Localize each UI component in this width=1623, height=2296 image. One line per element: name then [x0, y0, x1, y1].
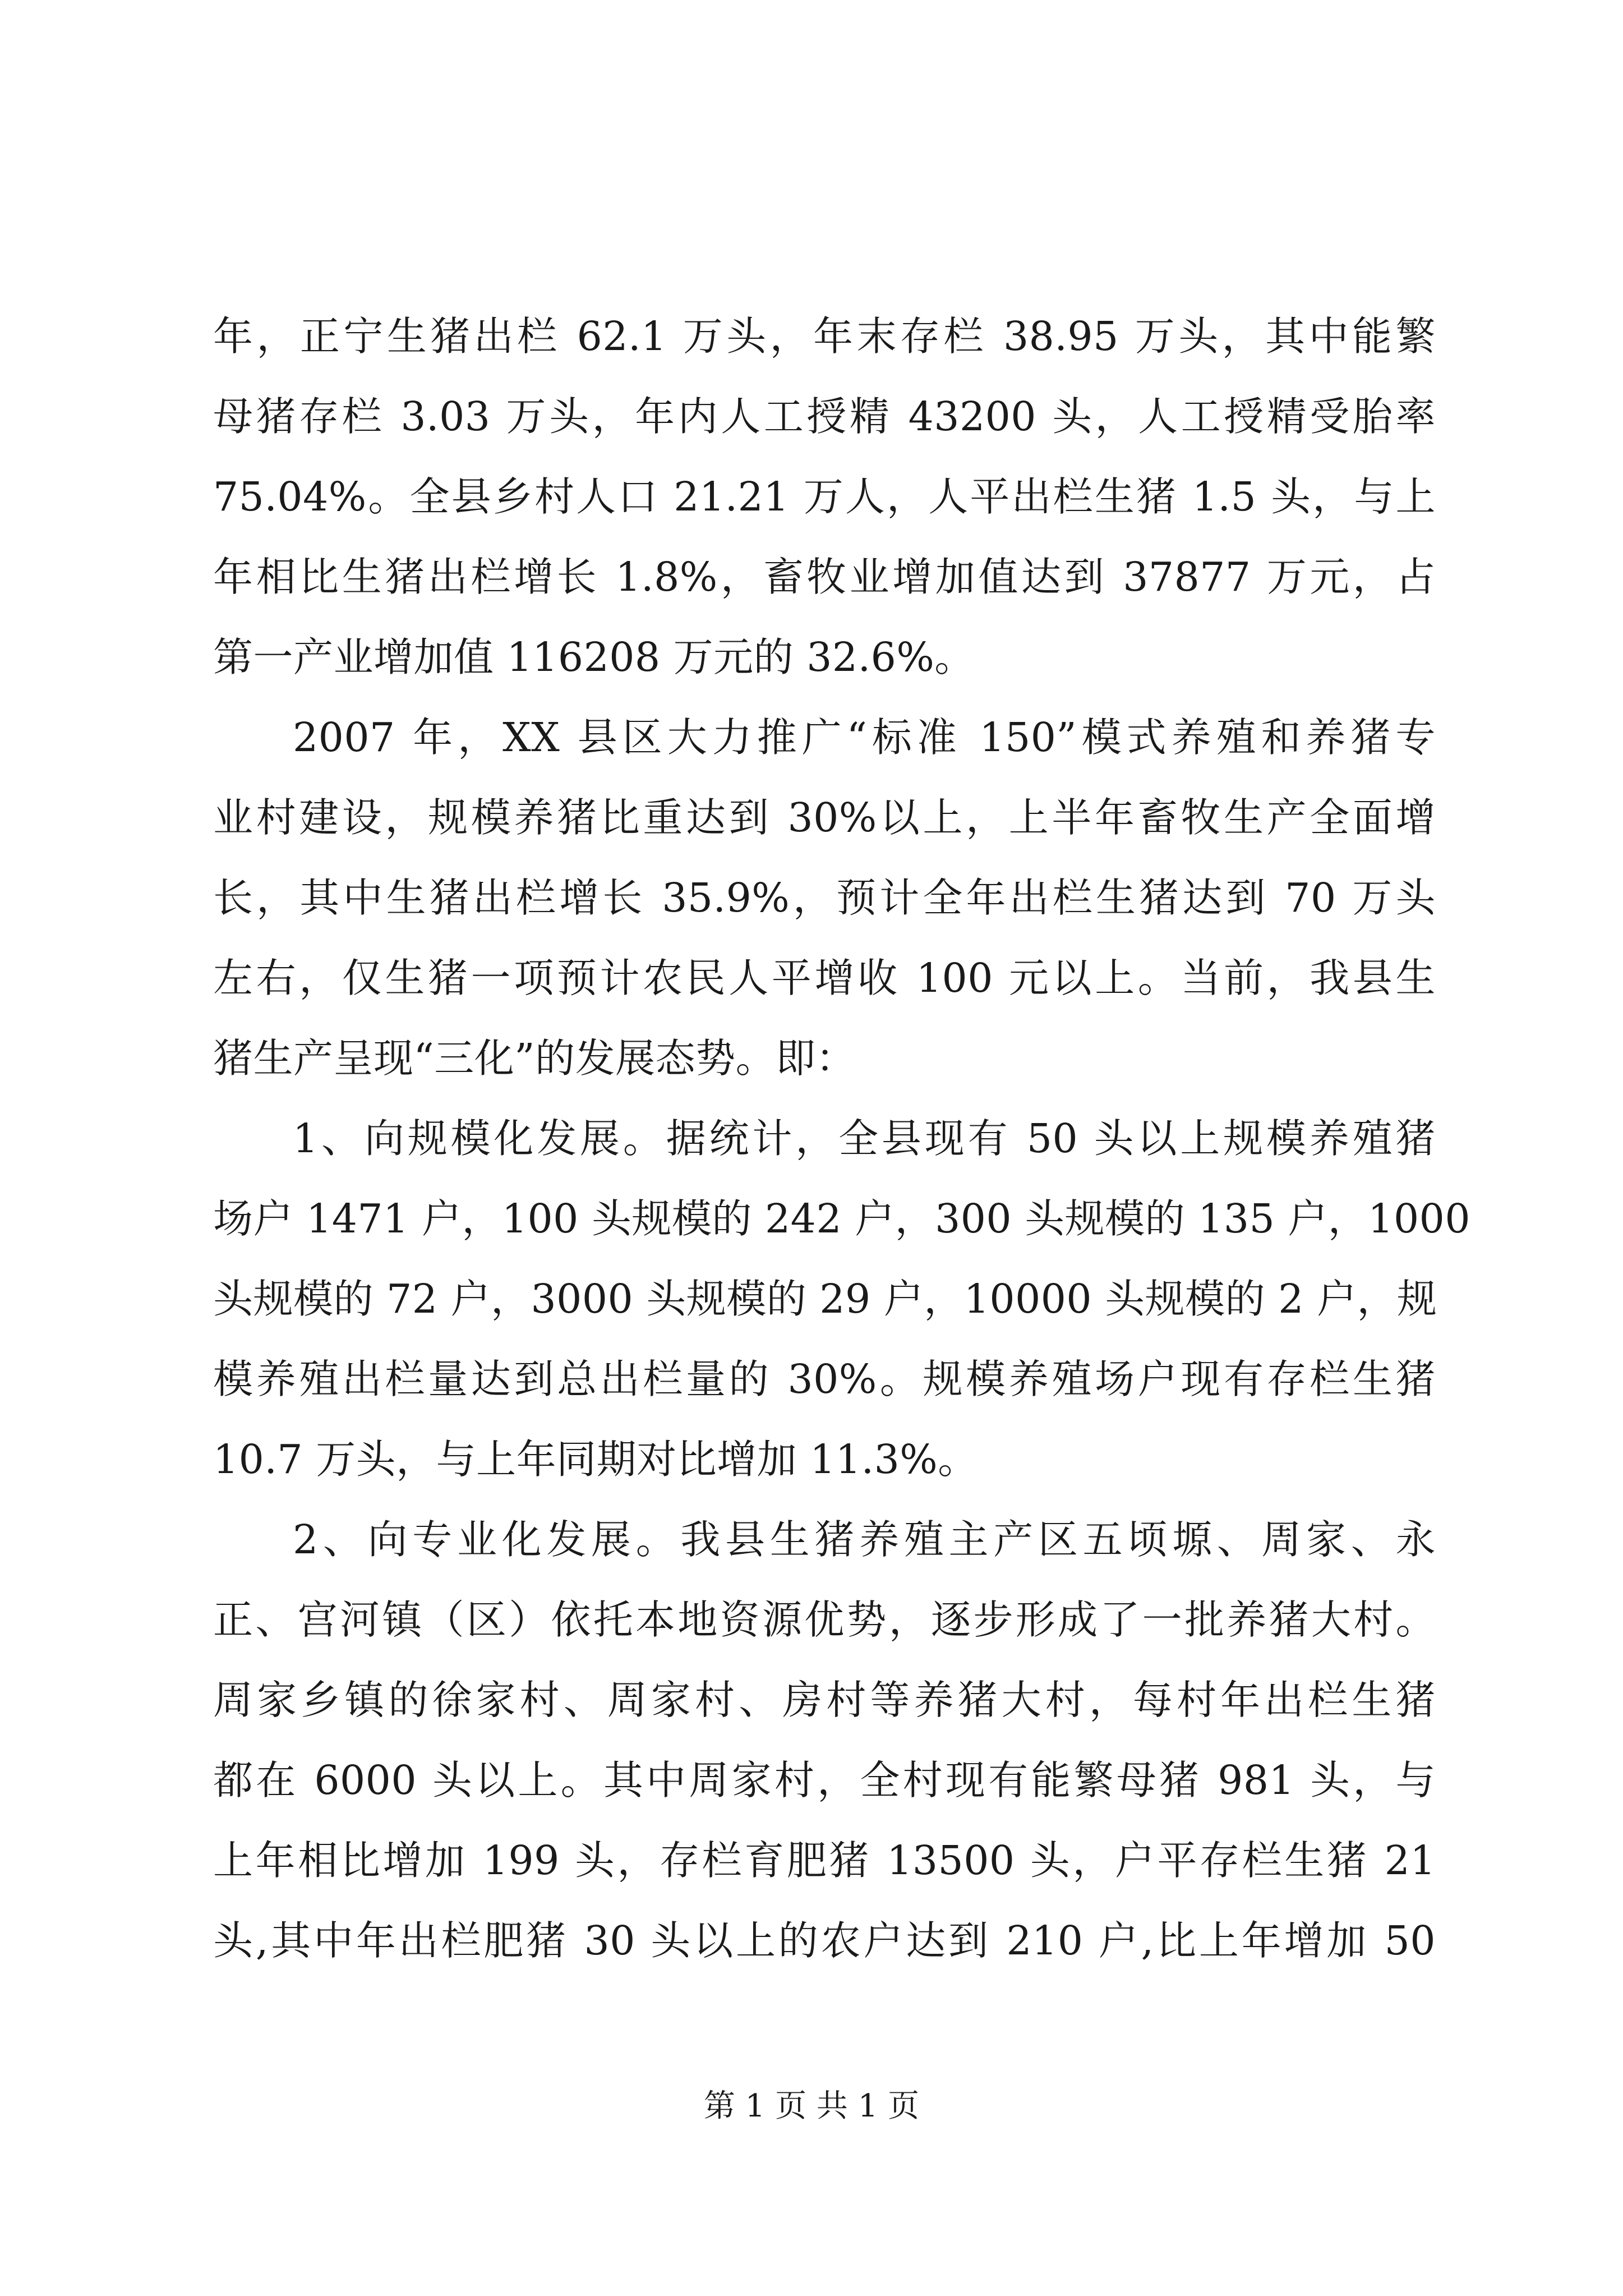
paragraph-4-line-6: 头,其中年出栏肥猪 30 头以上的农户达到 210 户,比上年增加 50	[213, 1917, 1436, 1964]
page-footer: 第 1 页 共 1 页	[703, 2088, 920, 2124]
paragraph-3-line-2: 场户 1471 户，100 头规模的 242 户，300 头规模的 135 户，1000	[213, 1195, 1470, 1242]
paragraph-2-line-5: 猪生产呈现“三化”的发展态势。即：	[213, 1035, 856, 1082]
paragraph-1-line-1: 年，正宁生猪出栏 62.1 万头，年末存栏 38.95 万头，其中能繁	[213, 313, 1436, 360]
paragraph-1-line-3: 75.04%。全县乡村人口 21.21 万人，人平出栏生猪 1.5 头，与上	[213, 473, 1436, 520]
paragraph-1-line-5: 第一产业增加值 116208 万元的 32.6%。	[213, 634, 975, 680]
paragraph-4-line-1: 2、向专业化发展。我县生猪养殖主产区五顷塬、周家、永	[293, 1516, 1436, 1563]
paragraph-1-line-4: 年相比生猪出栏增长 1.8%，畜牧业增加值达到 37877 万元，占	[213, 554, 1436, 600]
paragraph-3-line-1: 1、向规模化发展。据统计，全县现有 50 头以上规模养殖猪	[293, 1115, 1436, 1162]
paragraph-3-line-5: 10.7 万头，与上年同期对比增加 11.3%。	[213, 1436, 978, 1483]
document-body	[213, 296, 1470, 1981]
paragraph-3-line-3: 头规模的 72 户，3000 头规模的 29 户，10000 头规模的 2 户，规	[213, 1276, 1437, 1322]
paragraph-2-line-1: 2007 年，XX 县区大力推广“标准 150”模式养殖和养猪专	[293, 714, 1436, 761]
paragraph-1-line-2: 母猪存栏 3.03 万头，年内人工授精 43200 头，人工授精受胎率	[213, 393, 1436, 440]
paragraph-2-line-3: 长，其中生猪出栏增长 35.9%，预计全年出栏生猪达到 70 万头	[213, 875, 1436, 921]
paragraph-4-line-4: 都在 6000 头以上。其中周家村，全村现有能繁母猪 981 头，与	[213, 1757, 1436, 1803]
paragraph-2-line-4: 左右，仅生猪一项预计农民人平增收 100 元以上。当前，我县生	[213, 955, 1436, 1001]
paragraph-4-line-2: 正、宫河镇（区）依托本地资源优势，逐步形成了一批养猪大村。	[213, 1596, 1436, 1643]
paragraph-3-line-4: 模养殖出栏量达到总出栏量的 30%。规模养殖场户现有存栏生猪	[213, 1356, 1436, 1402]
paragraph-4-line-5: 上年相比增加 199 头，存栏育肥猪 13500 头，户平存栏生猪 21	[213, 1837, 1436, 1884]
paragraph-2-line-2: 业村建设，规模养猪比重达到 30%以上，上半年畜牧生产全面增	[213, 794, 1436, 841]
paragraph-4-line-3: 周家乡镇的徐家村、周家村、房村等养猪大村，每村年出栏生猪	[213, 1677, 1436, 1723]
